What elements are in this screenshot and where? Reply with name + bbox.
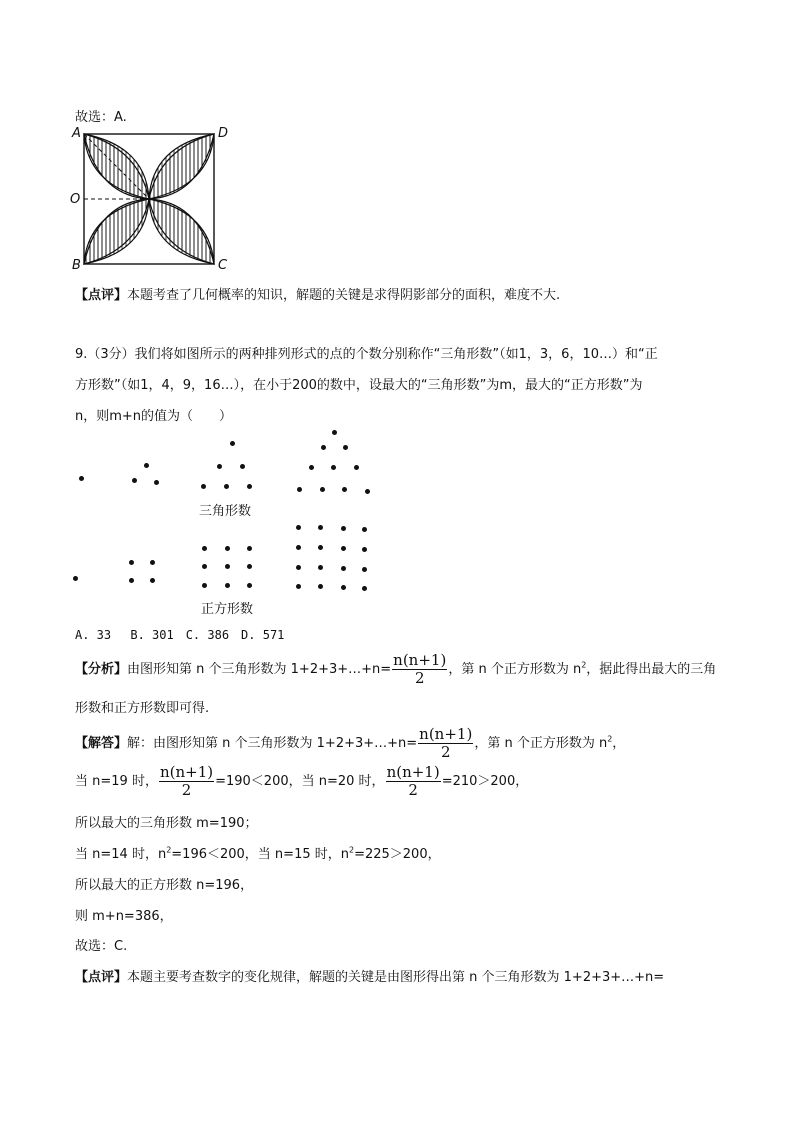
- dot: [341, 546, 346, 551]
- dot: [150, 560, 155, 565]
- dot: [224, 484, 229, 489]
- square-petal-figure: [68, 126, 238, 272]
- dot: [362, 547, 367, 552]
- dot: [296, 545, 301, 550]
- dot: [343, 445, 348, 450]
- dot: [217, 464, 222, 469]
- dot: [144, 463, 149, 468]
- comment-tag: 【点评】: [75, 970, 128, 985]
- answer-line-1: 【解答】解：由图形知第 n 个三角形数为 1+2+3+…+n= $\frac{n(n+1)}{2}$ ，第 n 个正方形数为 $n^2$，: [75, 725, 626, 761]
- fraction: $\frac{n(n+1)}{2}$: [393, 651, 447, 687]
- dot: [202, 546, 207, 551]
- prev-answer: 故选：A.: [75, 110, 127, 125]
- answer-tag: 【解答】: [75, 736, 128, 751]
- dot: [150, 578, 155, 583]
- answer-line-7: 故选：C.: [75, 939, 128, 954]
- dot: [341, 585, 346, 590]
- dot: [225, 564, 230, 569]
- dot: [362, 527, 367, 532]
- dot: [247, 583, 252, 588]
- dot: [73, 576, 78, 581]
- fraction: $\frac{n(n+1)}{2}$: [159, 763, 214, 799]
- dot: [201, 484, 206, 489]
- dot: [202, 564, 207, 569]
- dot: [132, 478, 137, 483]
- dot: [296, 565, 301, 570]
- triangle-number-label: 三角形数: [199, 504, 252, 519]
- dot: [296, 584, 301, 589]
- question-line-3: n，则m+n的值为（ ）: [75, 409, 233, 424]
- dot: [362, 586, 367, 591]
- analysis-line-2: 形数和正方形数即可得.: [75, 701, 210, 716]
- label-C: C: [218, 258, 228, 273]
- comment-text: 本题主要考查数字的变化规律，解题的关键是由图形得出第 n 个三角形数为 1+2+3+…+n=: [127, 970, 665, 985]
- comment-tag: 【点评】: [75, 288, 128, 303]
- dot: [202, 583, 207, 588]
- dot: [129, 578, 134, 583]
- dot: [309, 465, 314, 470]
- dot: [318, 545, 323, 550]
- dot: [296, 525, 301, 530]
- answer-line-4: 当 n=14 时，$n^2=196<200$，当 n=15 时，$n^2=225>200$，: [75, 845, 441, 862]
- comment-2: [75, 966, 664, 985]
- dot: [240, 464, 245, 469]
- dot: [362, 567, 367, 572]
- dot: [247, 564, 252, 569]
- comment-1: [75, 284, 560, 303]
- dot-pattern-figure: [60, 430, 400, 620]
- answer-line-2: 当 n=19 时， $\frac{n(n+1)}{2}$ =190＜200，当 n=20 时， $\frac{n(n+1)}{2}$ =210＞200，: [75, 763, 529, 799]
- dot: [247, 546, 252, 551]
- dot: [225, 583, 230, 588]
- dot: [297, 487, 302, 492]
- dot: [225, 546, 230, 551]
- answer-line-3: 所以最大的三角形数 m=190；: [75, 816, 258, 831]
- dot: [230, 441, 235, 446]
- dot: [247, 484, 252, 489]
- dot: [154, 480, 159, 485]
- answer-line-5: 所以最大的正方形数 n=196，: [75, 878, 254, 893]
- dot: [331, 465, 336, 470]
- dot: [318, 525, 323, 530]
- label-O: O: [70, 192, 81, 207]
- answer-line-6: 则 m+n=386，: [75, 909, 173, 924]
- question-line-1: 9.（3分）我们将如图所示的两种排列形式的点的个数分别称作“三角形数”（如1，3，6，10…）和“正: [75, 347, 658, 362]
- dot: [354, 465, 359, 470]
- dot: [320, 487, 325, 492]
- dot: [318, 565, 323, 570]
- dot: [129, 560, 134, 565]
- comment-text: 本题考查了几何概率的知识，解题的关键是求得阴影部分的面积，难度不大.: [127, 288, 561, 303]
- answer-options: A. 33 B. 301 C. 386 D. 571: [75, 628, 285, 642]
- dot: [342, 487, 347, 492]
- dot: [318, 584, 323, 589]
- analysis-line-1: 【分析】由图形知第 n 个三角形数为 1+2+3+…+n= $\frac{n(n+1)}{2}$ ，第 n 个正方形数为 $n^2$，据此得出最大的三角: [75, 651, 717, 687]
- dot: [341, 526, 346, 531]
- label-D: D: [218, 126, 229, 141]
- dot: [321, 445, 326, 450]
- question-line-2: 方形数”（如1，4，9，16…），在小于200的数中，设最大的“三角形数”为m，最大的“正方形数”为: [75, 378, 643, 393]
- dot: [341, 566, 346, 571]
- square-number-label: 正方形数: [201, 602, 254, 617]
- fraction: $\frac{n(n+1)}{2}$: [419, 725, 473, 761]
- fraction: $\frac{n(n+1)}{2}$: [386, 763, 440, 799]
- label-B: B: [72, 258, 81, 273]
- dot: [79, 476, 84, 481]
- dot: [332, 430, 337, 435]
- label-A: A: [72, 126, 81, 141]
- dot: [365, 489, 370, 494]
- analysis-tag: 【分析】: [75, 662, 128, 677]
